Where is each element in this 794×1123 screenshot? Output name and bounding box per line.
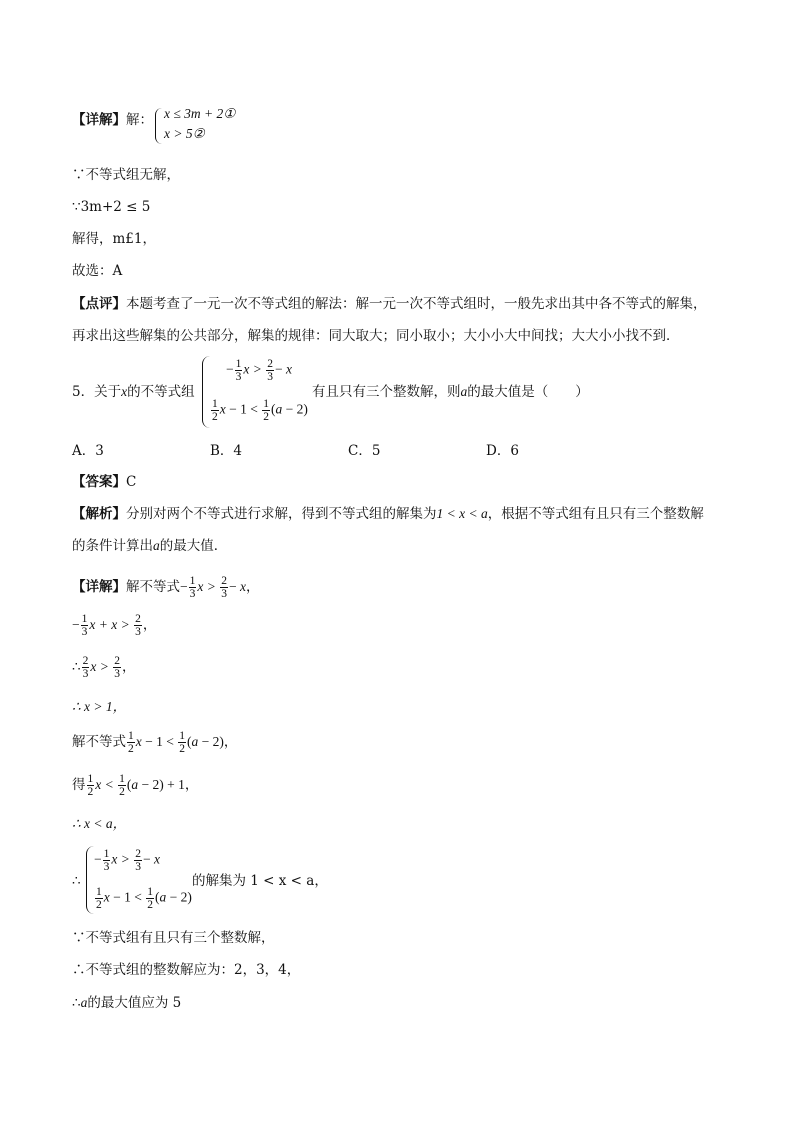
answer-tag: 【答案】 [72, 474, 126, 490]
solve-label: 解： [126, 112, 153, 128]
stem-part: 5．关于 [72, 384, 122, 400]
answer-line [72, 473, 136, 491]
final-line [72, 994, 181, 1012]
answer-value: C [126, 474, 137, 490]
solve-step-3: ∴ $\frac{2}{3}$ x > $\frac{2}{3}$ ， [72, 655, 136, 681]
result-text: 的解集为 1 < x < a， [192, 873, 328, 889]
stem-part: 的最大值是（ ） [467, 384, 589, 400]
detail-tag: 【详解】 [72, 579, 126, 595]
step-text: 解不等式 [72, 734, 126, 750]
system-brace [155, 108, 162, 144]
text-line: ∵不等式组有且只有三个整数解， [72, 930, 275, 946]
result-ineq-1: − $\frac{1}{3}$ x > $\frac{2}{3}$ − x [94, 848, 160, 873]
step-text: 解不等式 [126, 579, 180, 595]
step-text: 得 [72, 777, 86, 793]
option-b: B．4 [210, 443, 243, 459]
analysis-text: 的最大值． [159, 538, 228, 554]
solve-step-1: 【详解】解不等式− $\frac{1}{3}$ x > $\frac{2}{3}$ − x， [72, 575, 260, 601]
system-eq-2: x > 5② [164, 126, 205, 141]
option-d: D．6 [486, 443, 519, 459]
text-line: ∵不等式组无解， [72, 167, 180, 183]
text-line: ∴不等式组的整数解应为：2，3，4， [72, 962, 301, 978]
comment-line-2: 再求出这些解集的公共部分，解集的规律：同大取大；同小取小；大小小大中间找；大大小小找不到． [72, 328, 680, 344]
var-a: a [80, 995, 88, 1010]
detail-tag: 【详解】 [72, 112, 126, 128]
detail-line-4 [72, 111, 153, 129]
stem-part: 有且只有三个整数解，则 [312, 384, 461, 400]
q5-ineq-1: − $\frac{1}{3}$ x > $\frac{2}{3}$ − x [226, 358, 292, 383]
stem-part: 的不等式组 [127, 384, 195, 400]
analysis-text: 分别对两个不等式进行求解，得到不等式组的解集为 [126, 506, 437, 522]
solve-step-2: − $\frac{1}{3}$ x + x > $\frac{2}{3}$ ， [72, 613, 157, 639]
text-line: 故选：A [72, 263, 123, 279]
solve-step-6: 得 $\frac{1}{2}$ x < $\frac{1}{2}$ (a − 2) + 1， [72, 773, 199, 799]
analysis-tag: 【解析】 [72, 506, 126, 522]
q5-ineq-2: $\frac{1}{2}$ x − 1 < $\frac{1}{2}$ (a − 2) [212, 398, 308, 423]
solve-step-7: ∴ x < a， [72, 816, 127, 831]
solve-step-5: 解不等式 $\frac{1}{2}$ x − 1 < $\frac{1}{2}$ (a − 2)， [72, 730, 238, 756]
comment-text-1: 本题考查了一元一次不等式组的解法：解一元一次不等式组时，一般先求出其中各不等式的解集， [126, 296, 707, 312]
analysis-line-1 [72, 505, 704, 523]
text-line: ∵3m+2 ≤ 5 [72, 199, 151, 215]
option-c: C．5 [348, 443, 381, 459]
analysis-text: ，根据不等式组有且只有三个整数解 [487, 506, 704, 522]
comment-line-1 [72, 295, 707, 313]
solve-step-4: ∴ x > 1， [72, 699, 127, 714]
system-brace [202, 356, 210, 428]
therefore-mark: ∴ [72, 873, 81, 889]
text-line: 解得，m£1， [72, 231, 156, 247]
analysis-math: a [153, 538, 160, 553]
option-a: A．3 [72, 443, 104, 459]
var-a: a [460, 384, 468, 399]
analysis-math: 1 < x < a [436, 506, 488, 521]
system-brace [86, 846, 94, 914]
system-eq-1: x ≤ 3m + 2① [164, 106, 236, 121]
step-text: 的最大值应为 5 [87, 995, 182, 1011]
analysis-text: 的条件计算出 [72, 538, 153, 554]
question-5-stem-tail [312, 383, 589, 401]
comment-tag: 【点评】 [72, 296, 126, 312]
var-x: x [121, 384, 128, 399]
result-ineq-2: $\frac{1}{2}$ x − 1 < $\frac{1}{2}$ (a − 2) [96, 886, 192, 911]
step-text: ∴ [72, 995, 81, 1011]
analysis-line-2 [72, 537, 227, 555]
question-5-stem [72, 383, 195, 401]
